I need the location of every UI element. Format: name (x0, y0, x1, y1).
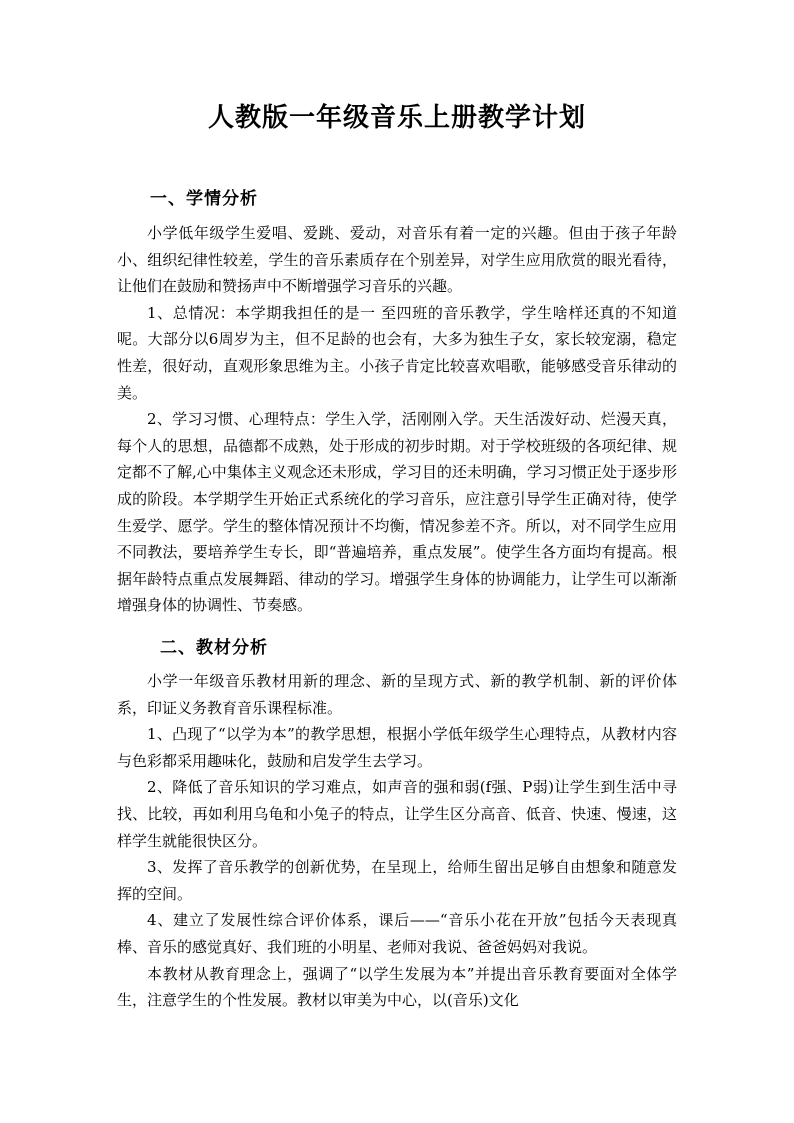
paragraph: 1、凸现了“以学为本”的教学思想，根据小学低年级学生心理特点，从教材内容与色彩都采用趣味化，鼓励和启发学生去学习。 (117, 725, 677, 770)
section-heading-situation-analysis: 一、学情分析 (150, 189, 258, 209)
paragraph: 3、发挥了音乐教学的创新优势，在呈现上，给师生留出足够自由想象和随意发挥的空间。 (117, 858, 677, 903)
paragraph: 4、建立了发展性综合评价体系，课后——“音乐小花在开放”包括今天表现真棒、音乐的感觉真好、我们班的小明星、老师对我说、爸爸妈妈对我说。 (117, 911, 677, 956)
document-title: 人教版一年级音乐上册教学计划 (207, 103, 586, 133)
section-body-textbook-analysis (117, 668, 677, 1014)
paragraph: 本教材从教育理念上，强调了“以学生发展为本”并提出音乐教育要面对全体学生，注意学生的个性发展。教材以审美为中心，以(音乐)文化 (117, 964, 677, 1010)
section-body-situation-analysis (117, 220, 677, 619)
paragraph: 1、总情况：本学期我担任的是一 至四班的音乐教学，学生啥样还真的不知道呢。大部分以6周岁为主，但不足龄的也会有，大多为独生子女，家长较宠溺，稳定性差，很好动，直观形象思维为主。小孩子肯定比较喜欢唱歌，能够感受音乐律动的美。 (117, 303, 677, 402)
section-heading-textbook-analysis: 二、教材分析 (160, 638, 268, 658)
paragraph: 2、学习习惯、心理特点：学生入学，活刚刚入学。天生活泼好动、烂漫天真，每个人的思想，品德都不成熟，处于形成的初步时期。对于学校班级的各项纪律、规定都不了解,心中集体主义观念还未形成，学习目的还未明确，学习习惯正处于逐步形成的阶段。本学期学生开始正式系统化的学习音乐，应注意引导学生正确对待，使学生爱学、愿学。学生的整体情况预计不均衡，情况参差不齐。所以，对不同学生应用不同教法，要培养学生专长，即“普遍培养，重点发展”。使学生各方面均有提高。根据年龄特点重点发展舞蹈、律动的学习。增强学生身体的协调能力，让学生可以渐渐增强身体的协调性、节奏感。 (117, 410, 677, 615)
paragraph: 小学一年级音乐教材用新的理念、新的呈现方式、新的教学机制、新的评价体系，印证义务教育音乐课程标准。 (117, 672, 677, 717)
paragraph: 2、降低了音乐知识的学习难点，如声音的强和弱(f强、P弱)让学生到生活中寻找、比较，再如利用乌龟和小兔子的特点，让学生区分高音、低音、快速、慢速，这样学生就能很快区分。 (117, 778, 677, 850)
paragraph: 小学低年级学生爱唱、爱跳、爱动，对音乐有着一定的兴趣。但由于孩子年龄小、组织纪律性较差，学生的音乐素质存在个别差异，对学生应用欣赏的眼光看待，让他们在鼓励和赞扬声中不断增强学习音乐的兴趣。 (117, 224, 677, 296)
